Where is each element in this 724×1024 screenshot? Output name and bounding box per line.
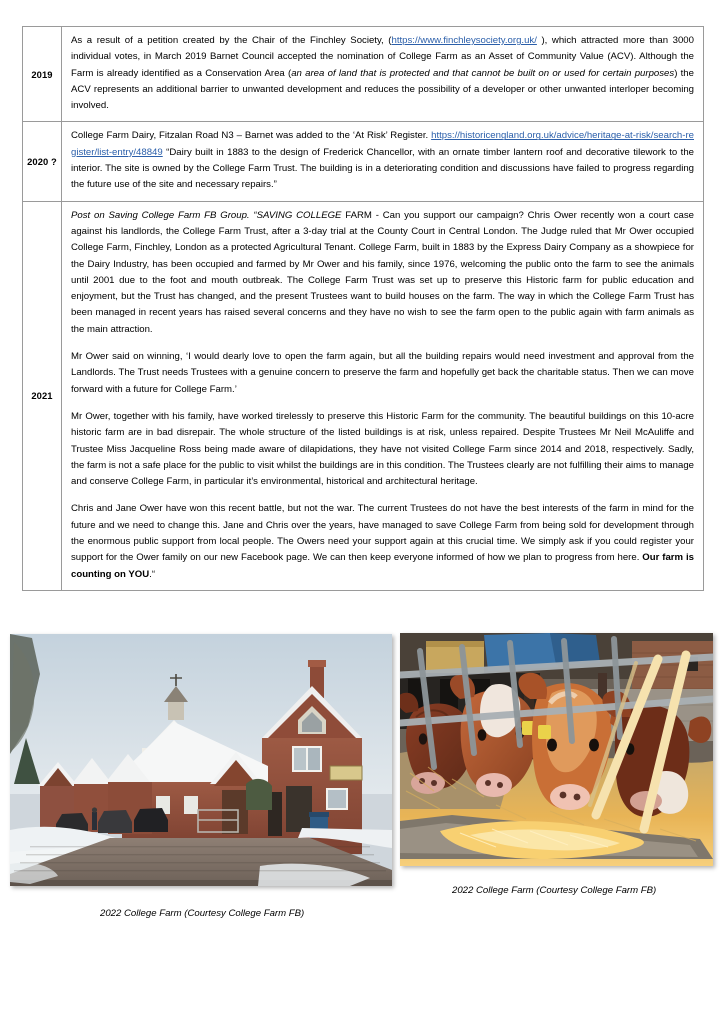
table-row [23, 27, 704, 122]
emphasised-text: an area of land that is protected and that cannot be built on or used for certain purposes [291, 67, 675, 79]
photo-college-farm-yard [10, 634, 392, 886]
text-run: ), which attracted more than 3000 individual votes, in March 2019 Barnet Council accepted the nomination of College Farm as an Asset of Community Value (ACV). Although the Farm is already identified as a Conservation Area ( [71, 35, 694, 79]
entry-cell-2021 [62, 201, 704, 590]
text-run: As a result of a petition created by the Chair of the Finchley Society, ( [71, 35, 392, 46]
table-row [23, 122, 704, 201]
emphasised-text: Post on Saving College Farm FB Group. “SAVING COLLEGE [71, 209, 342, 221]
entry-paragraph [71, 128, 694, 193]
entry-paragraph [71, 501, 694, 582]
photo-calves-in-barn [400, 633, 713, 866]
entry-cell-2019 [62, 27, 704, 122]
figure-caption-farmyard: 2022 College Farm (Courtesy College Farm FB) [100, 908, 305, 919]
entry-paragraph [71, 33, 694, 114]
entry-paragraph [71, 409, 694, 490]
text-run: ) the ACV represents an additional barrier to unwanted development and reduces the possibility of a developer or other unwanted interloper becoming involved. [71, 67, 694, 112]
external-link[interactable]: https://historicengland.org.uk/advice/heritage-at-risk/search-register/list-entry/48849 [71, 130, 694, 158]
farmyard-illustration [10, 634, 392, 886]
text-run: Mr Ower, together with his family, have worked tirelessly to preserve this Historic Farm for the community. The beautiful buildings on this 10-acre historic farm are in bad disrepair. The whole structure of the listed buildings is at risk, unless repaired. Despite Trustees Mr Neil McAuliffe and Trustee Miss Jacqueline Ross being made aware of dilapidations, they have not visited College Farm since 2014 and 2018, respectively. Sadly, the farm is not a safe place for the public to visit whilst the buildings are in this condition. The Trustees clearly are not fulfilling their aims to manage and conserve College Farm, in particular it’s environmental, historical and architectural heritage. [71, 410, 694, 488]
year-cell-2021: 2021 [23, 201, 62, 590]
table-row [23, 201, 704, 590]
year-cell-2020: 2020 ? [23, 122, 62, 201]
text-run: Mr Ower said on winning, ‘I would dearly love to open the farm again, but all the building repairs would need investment and approval from the Landlords. The Trust needs Trustees with a genuine concern to preserve the farm and hopefully get back the charitable status. Then we can move forward with a future for College Farm.’ [71, 351, 694, 395]
strong-text: Our farm is counting on YOU [71, 552, 694, 580]
figure-caption-calves: 2022 College Farm (Courtesy College Farm FB) [452, 885, 657, 896]
entry-cell-2020 [62, 122, 704, 201]
timeline-table [22, 26, 704, 591]
external-link[interactable]: https://www.finchleysociety.org.uk/ [391, 35, 537, 46]
text-run: FARM - Can you support our campaign? Chris Ower recently won a court case against his landlords, the College Farm Trust, after a 3-day trial at the County Court in Central London. The Judge ruled that Mr Ower occupied College Farm, Finchley, London as a protected Agricultural Tenant. College Farm, built in 1883 by the Express Dairy Company as a showpiece for the Dairy Industry, has been occupied and farmed by Mr Ower and his family, since 1976, welcoming the public onto the farm to see the animals until 2001 due to the foot and mouth outbreak. The College Farm Trust was set up to preserve this Historic farm for public education and enjoyment, but the Trust has changed, and the present Trustees want to build houses on the farm. The way in which the College Farm Trust has been managed in recent years has raised several concerns and they have no wish to see the farm open to the public again with farm animals as the main attraction. [71, 209, 694, 335]
entry-paragraph [71, 349, 694, 398]
calves-illustration [400, 633, 713, 866]
text-run: Chris and Jane Ower have won this recent battle, but not the war. The current Trustees do not have the best interests of the farm in mind for the future and we need to change this. Jane and Chris over the years, have managed to save College Farm from being sold for development through the enormous public support from local people. The Owers need your support again at this crucial time. We simply ask if you could register your support for the Ower family on our new Facebook page. We can then keep everyone informed of how we plan to progress from here. [71, 503, 694, 564]
timeline-table-body [23, 27, 704, 591]
entry-paragraph [71, 208, 694, 338]
text-run: “Dairy built in 1883 to the design of Frederick Chancellor, with an ornate timber lantern roof and decorative tilework to the interior. The site is owned by the College Farm Trust. The building is in a deteriorating condition and discussions have failed to progress regarding the future use of the site and necessary repairs.” [71, 146, 694, 191]
year-cell-2019: 2019 [23, 27, 62, 122]
text-run: .“ [149, 568, 156, 580]
text-run: College Farm Dairy, Fitzalan Road N3 – Barnet was added to the ‘At Risk’ Register. [71, 130, 432, 142]
